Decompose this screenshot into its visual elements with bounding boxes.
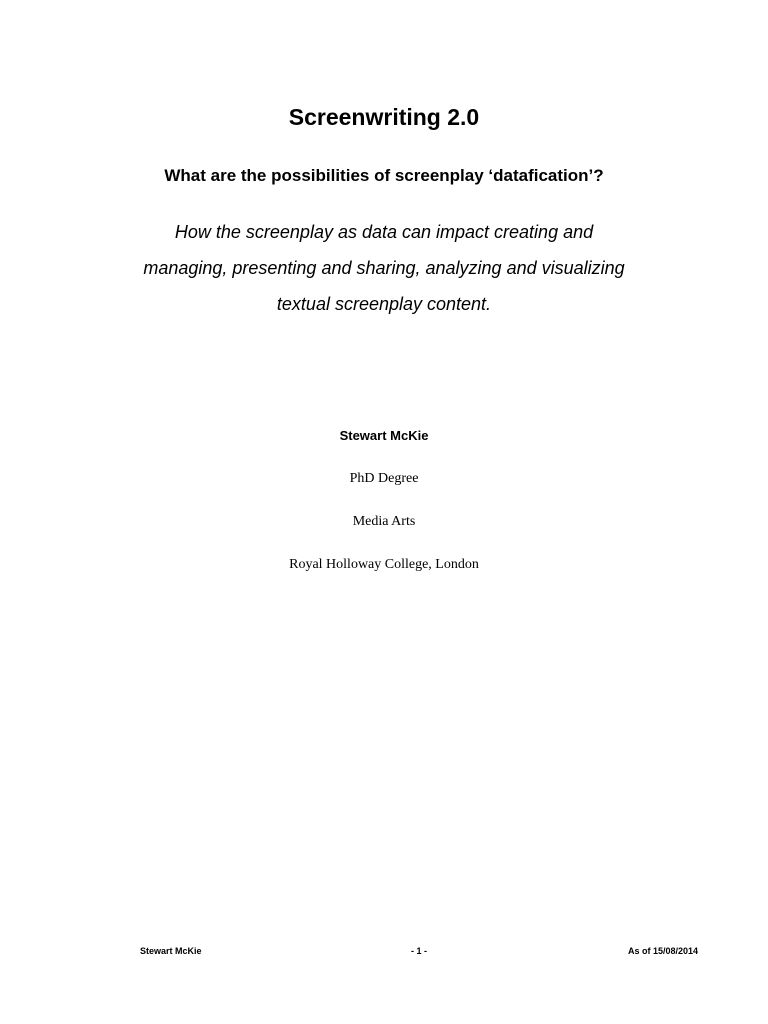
document-subtitle: What are the possibilities of screenplay ‘datafication’?	[164, 166, 604, 185]
institution-label: Royal Holloway College, London	[289, 557, 479, 572]
degree-label: PhD Degree	[349, 471, 419, 486]
footer-page-number: - 1 -	[410, 946, 427, 956]
footer-author: Stewart McKie	[140, 946, 202, 956]
author-name: Stewart McKie	[339, 428, 429, 443]
page-footer	[140, 946, 698, 960]
abstract-paragraph	[110, 214, 658, 322]
abstract-line: How the screenplay as data can impact creating and	[174, 222, 594, 242]
footer-date: As of 15/08/2014	[627, 946, 698, 956]
department-label: Media Arts	[352, 514, 416, 529]
abstract-line: managing, presenting and sharing, analyzing and visualizing	[143, 258, 625, 278]
abstract-line: textual screenplay content.	[276, 294, 492, 314]
document-title: Screenwriting 2.0	[288, 104, 480, 130]
